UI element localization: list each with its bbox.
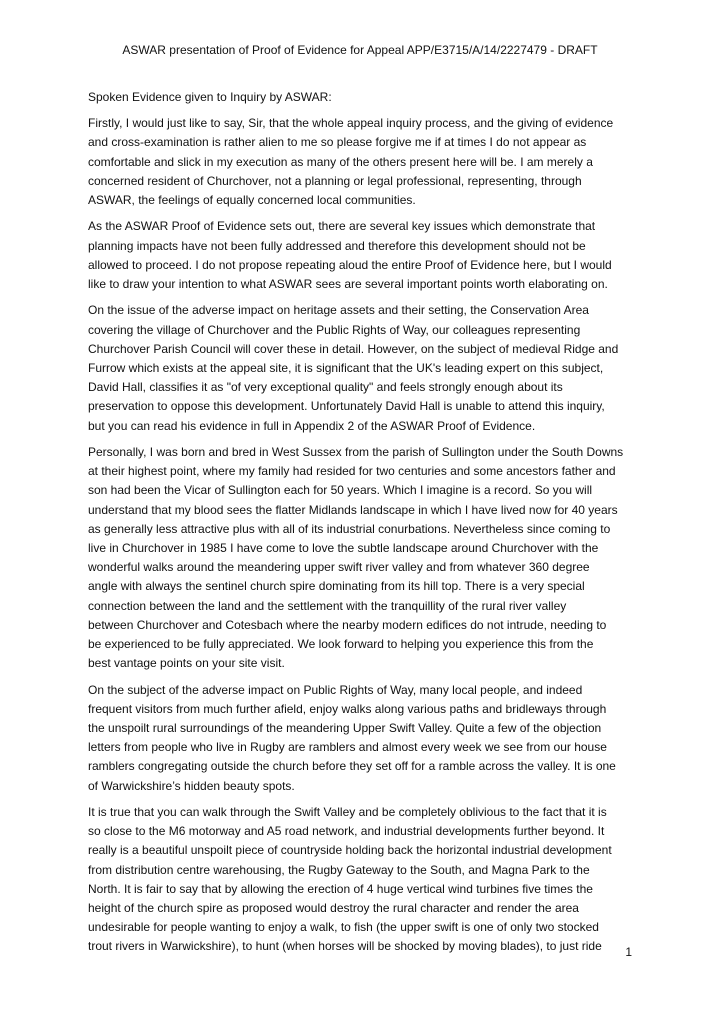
section-heading: Spoken Evidence given to Inquiry by ASWAR: (88, 90, 332, 104)
paragraph (88, 443, 633, 673)
paragraph-line: planning impacts have not been fully addressed and therefore this development should not be (88, 238, 586, 253)
paragraph-line: understand that my blood sees the flatter Midlands landscape in which I have lived now for 40 years (88, 502, 618, 517)
paragraph-line: connection between the land and the settlement with the tranquillity of the rural river valley (88, 598, 567, 613)
paragraph-line: It is true that you can walk through the Swift Valley and be completely oblivious to the fact that it is (88, 805, 607, 820)
paragraph-line: North. It is fair to say that by allowing the erection of 4 huge vertical wind turbines five times the (88, 881, 593, 896)
paragraph-line: be experienced to be fully appreciated. We look forward to helping you experience this from the (88, 636, 594, 651)
paragraph-line: covering the village of Churchover and the Public Rights of Way, our colleagues representing (88, 322, 581, 337)
document-body (88, 88, 633, 964)
page-number: 1 (625, 945, 632, 959)
paragraph-line: between Churchover and Cotesbach where the nearby modern edifices do not intrude, needing to (88, 617, 607, 632)
paragraph-line: as generally less attractive plus with all of its industrial conurbations. Nevertheless since coming to (88, 521, 611, 536)
paragraph-line: Furrow which exists at the appeal site, it is significant that the UK's leading expert on this subject, (88, 361, 604, 376)
paragraph-line: On the subject of the adverse impact on Public Rights of Way, many local people, and indeed (88, 682, 583, 697)
paragraph-line: trout rivers in Warwickshire), to hunt (when horses will be shocked by moving blades), to just ride (88, 939, 602, 954)
paragraph (88, 114, 633, 210)
paragraph-line: like to draw your intention to what ASWAR sees are several important points worth elaborating on. (88, 276, 608, 291)
paragraph-line: frequent visitors from much further afield, enjoy walks along various paths and bridleways through (88, 701, 607, 716)
paragraph-list (88, 114, 633, 956)
paragraph-line: letters from people who live in Rugby are ramblers and almost every week we see from our house (88, 740, 607, 755)
paragraph-line: the unspoilt rural surroundings of the meandering Upper Swift Valley. Quite a few of the objection (88, 721, 602, 735)
paragraph-line: angle with always the sentinel church spire dominating from its hill top. There is a very special (88, 579, 585, 594)
paragraph-line: David Hall, classifies it as "of very exceptional quality" and feels strongly enough about its (88, 380, 563, 395)
paragraph-line: On the issue of the adverse impact on heritage assets and their setting, the Conservation Area (88, 303, 589, 318)
paragraph-line: As the ASWAR Proof of Evidence sets out, there are several key issues which demonstrate that (88, 219, 596, 234)
paragraph-line: Churchover Parish Council will cover these in detail. However, on the subject of medieval Ridge and (88, 341, 619, 356)
paragraph-line: allowed to proceed. I do not propose repeating aloud the entire Proof of Evidence here, but I would (88, 257, 612, 272)
paragraph-line: undesirable for people wanting to enjoy a walk, to fish (the upper swift is one of only two stocked (88, 920, 599, 935)
paragraph-line: ramblers congregating outside the church before they set off for a ramble across the valley. It is one (88, 759, 616, 774)
paragraph-line: ASWAR, the feelings of equally concerned local communities. (88, 192, 416, 207)
paragraph (88, 217, 633, 294)
paragraph-line: son had been the Vicar of Sullington each for 50 years. Which I imagine is a record. So you will (88, 483, 593, 498)
paragraph-line: Personally, I was born and bred in West Sussex from the parish of Sullington under the South Downs (88, 445, 624, 460)
paragraph-line: wonderful walks around the meandering upper swift river valley and from whatever 360 degree (88, 560, 590, 575)
paragraph-line: at their highest point, where my family had resided for two centuries and some ancestors father and (88, 464, 616, 479)
paragraph (88, 681, 633, 796)
paragraph-line: concerned resident of Churchover, not a planning or legal professional, representing, through (88, 173, 582, 188)
paragraph-line: live in Churchover in 1985 I have come to love the subtle landscape around Churchover with the (88, 541, 599, 556)
paragraph-line: from distribution centre warehousing, the Rugby Gateway to the South, and Magna Park to the (88, 862, 590, 877)
paragraph (88, 301, 633, 435)
paragraph-line: and cross-examination is rather alien to me so please forgive me if at times I do not appear as (88, 135, 587, 150)
paragraph-line: of Warwickshire’s hidden beauty spots. (88, 778, 295, 793)
paragraph-line: best vantage points on your site visit. (88, 656, 285, 671)
paragraph (88, 803, 633, 957)
paragraph-line: really is a beautiful unspoilt piece of countryside holding back the horizontal industrial development (88, 843, 612, 858)
paragraph-line: but you can read his evidence in full in Appendix 2 of the ASWAR Proof of Evidence. (88, 418, 536, 433)
page-header: ASWAR presentation of Proof of Evidence for Appeal APP/E3715/A/14/2227479 - DRAFT (122, 43, 598, 57)
paragraph-line: comfortable and slick in my execution as many of the others present here will be. I am merely a (88, 154, 593, 169)
paragraph-line: preservation to oppose this development. Unfortunately David Hall is unable to attend this inquiry, (88, 399, 605, 414)
paragraph-line: Firstly, I would just like to say, Sir, that the whole appeal inquiry process, and the giving of evidence (88, 116, 614, 131)
paragraph-line: height of the church spire as proposed would destroy the rural character and render the area (88, 900, 579, 915)
paragraph-line: so close to the M6 motorway and A5 road network, and industrial developments further beyond. It (88, 824, 605, 839)
